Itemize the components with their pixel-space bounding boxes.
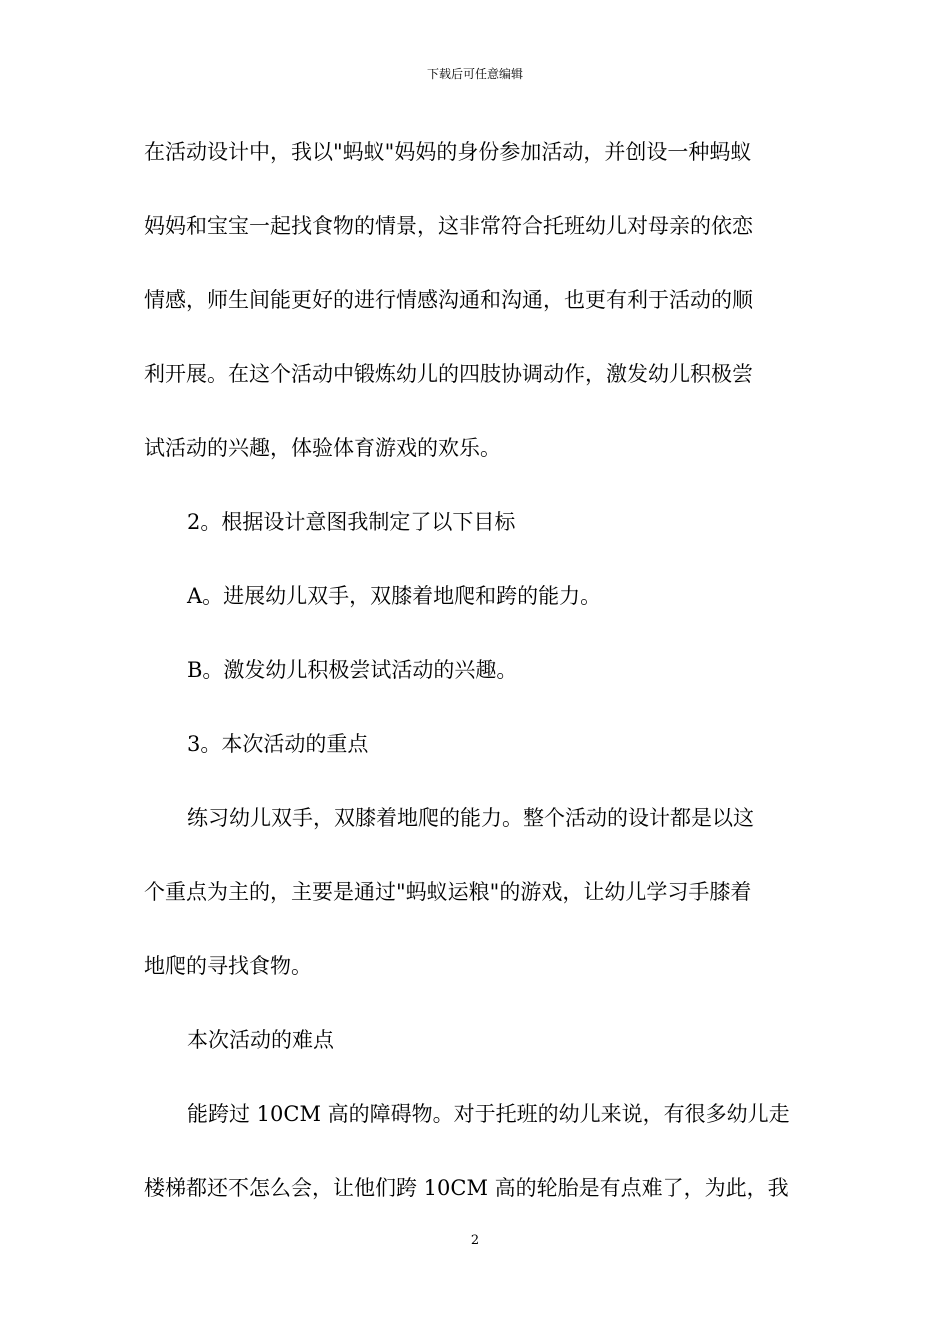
list-item: B。激发幼儿积极尝试活动的兴趣。 bbox=[187, 658, 518, 682]
paragraph-line: 楼梯都还不怎么会，让他们跨 10CM 高的轮胎是有点难了，为此，我 bbox=[144, 1176, 789, 1200]
section-heading: 本次活动的难点 bbox=[187, 1028, 334, 1052]
paragraph-line: 利开展。在这个活动中锻炼幼儿的四肢协调动作，激发幼儿积极尝 bbox=[144, 362, 753, 386]
page-header: 下载后可任意编辑 bbox=[426, 67, 523, 81]
page-number: 2 bbox=[470, 1233, 480, 1248]
paragraph-line: 练习幼儿双手，双膝着地爬的能力。整个活动的设计都是以这 bbox=[187, 806, 754, 830]
paragraph-line: 试活动的兴趣，体验体育游戏的欢乐。 bbox=[144, 436, 501, 460]
paragraph-line: 妈妈和宝宝一起找食物的情景，这非常符合托班幼儿对母亲的依恋 bbox=[144, 214, 753, 238]
paragraph-line: 能跨过 10CM 高的障碍物。对于托班的幼儿来说，有很多幼儿走 bbox=[187, 1102, 790, 1126]
section-heading: 3。本次活动的重点 bbox=[187, 732, 369, 756]
paragraph-line: 情感，师生间能更好的进行情感沟通和沟通，也更有利于活动的顺 bbox=[144, 288, 753, 312]
section-heading: 2。根据设计意图我制定了以下目标 bbox=[187, 510, 516, 534]
paragraph-line: 地爬的寻找食物。 bbox=[144, 954, 312, 978]
paragraph-line: 在活动设计中，我以"蚂蚁"妈妈的身份参加活动，并创设一种蚂蚁 bbox=[144, 140, 752, 164]
list-item: A。进展幼儿双手，双膝着地爬和跨的能力。 bbox=[187, 584, 602, 608]
paragraph-line: 个重点为主的，主要是通过"蚂蚁运粮"的游戏，让幼儿学习手膝着 bbox=[144, 880, 752, 904]
